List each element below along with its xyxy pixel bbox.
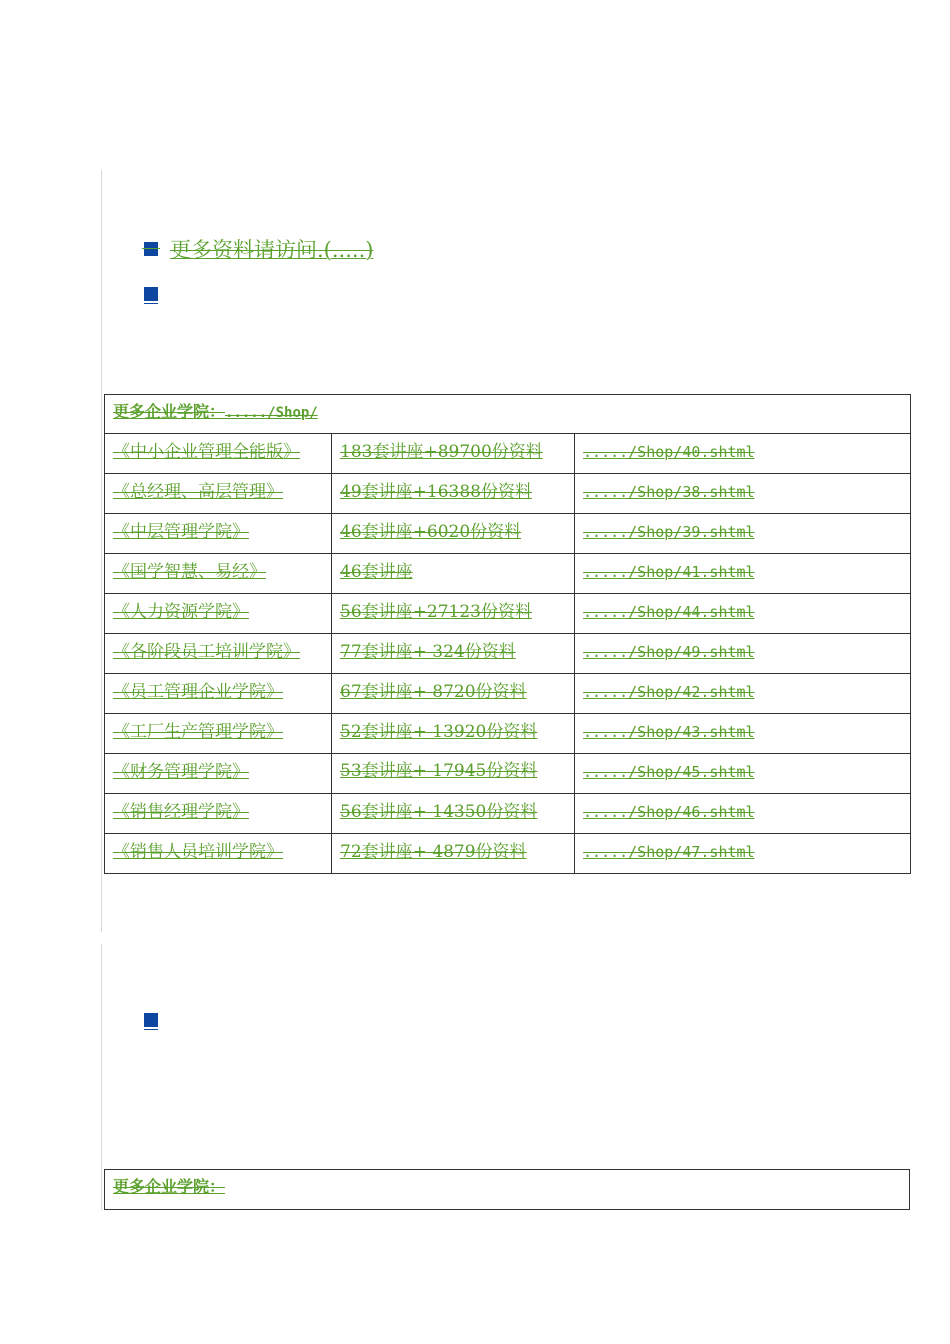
table-cell — [332, 754, 575, 794]
table-cell — [575, 794, 911, 834]
more-resources-link[interactable]: 更多资料请访问.(.....) — [170, 238, 374, 262]
course-url-link[interactable]: ...../Shop/41.shtml — [583, 563, 755, 581]
course-url-link[interactable]: ...../Shop/43.shtml — [583, 723, 755, 741]
table-cell — [105, 634, 332, 674]
course-desc-link[interactable]: 56套讲座+27123份资料 — [340, 602, 532, 622]
table-header-cell — [105, 1170, 910, 1210]
course-url-link[interactable]: ...../Shop/44.shtml — [583, 603, 755, 621]
course-name-link[interactable]: 《国学智慧、易经》 — [113, 562, 266, 582]
table-row — [105, 474, 911, 514]
course-url-link[interactable]: ...../Shop/49.shtml — [583, 643, 755, 661]
course-name-link[interactable]: 《财务管理学院》 — [113, 762, 249, 782]
course-name-link[interactable]: 《中层管理学院》 — [113, 522, 249, 542]
table-cell — [575, 434, 911, 474]
table-cell — [575, 594, 911, 634]
table-cell — [332, 434, 575, 474]
table-row — [105, 754, 911, 794]
table-cell — [575, 714, 911, 754]
course-name-link[interactable]: 《总经理、高层管理》 — [113, 482, 283, 502]
table-row — [105, 514, 911, 554]
course-url-link[interactable]: ...../Shop/38.shtml — [583, 483, 755, 501]
table-cell — [332, 714, 575, 754]
table-cell — [575, 554, 911, 594]
table-row — [105, 674, 911, 714]
course-url-link[interactable]: ...../Shop/47.shtml — [583, 843, 755, 861]
table-header-cell — [105, 395, 911, 434]
page-margin-line — [101, 170, 102, 932]
table-cell — [105, 754, 332, 794]
table-cell — [575, 754, 911, 794]
catalog-table-2 — [104, 1169, 910, 1210]
table-row — [105, 554, 911, 594]
table-cell — [332, 554, 575, 594]
table-cell — [332, 834, 575, 874]
course-desc-link[interactable]: 49套讲座+16388份资料 — [340, 482, 532, 502]
table-cell — [332, 794, 575, 834]
table-cell — [105, 474, 332, 514]
course-url-link[interactable]: ...../Shop/42.shtml — [583, 683, 755, 701]
course-name-link[interactable]: 《人力资源学院》 — [113, 602, 249, 622]
course-desc-link[interactable]: 183套讲座+89700份资料 — [340, 442, 543, 462]
table-cell — [105, 594, 332, 634]
course-name-link[interactable]: 《各阶段员工培训学院》 — [113, 642, 300, 662]
course-desc-link[interactable]: 46套讲座 — [340, 562, 413, 582]
course-url-link[interactable]: ...../Shop/46.shtml — [583, 803, 755, 821]
table-cell — [575, 634, 911, 674]
course-url-link[interactable]: ...../Shop/45.shtml — [583, 763, 755, 781]
course-desc-link[interactable]: 56套讲座+ 14350份资料 — [340, 802, 538, 822]
table-row — [105, 834, 911, 874]
course-desc-link[interactable]: 46套讲座+6020份资料 — [340, 522, 522, 542]
table-header-row — [105, 395, 911, 434]
page-margin-line — [101, 944, 102, 1210]
table-cell — [105, 554, 332, 594]
table-cell — [105, 834, 332, 874]
table-cell — [105, 674, 332, 714]
square-bullet-icon — [144, 242, 158, 256]
table-cell — [332, 514, 575, 554]
course-name-link[interactable]: 《中小企业管理全能版》 — [113, 442, 300, 462]
table-cell — [575, 834, 911, 874]
course-desc-link[interactable]: 77套讲座+ 324份资料 — [340, 642, 516, 662]
course-desc-link[interactable]: 67套讲座+ 8720份资料 — [340, 682, 527, 702]
table-row — [105, 594, 911, 634]
course-name-link[interactable]: 《销售人员培训学院》 — [113, 842, 283, 862]
square-bullet-icon — [144, 287, 158, 301]
table-cell — [332, 594, 575, 634]
table-cell — [332, 634, 575, 674]
header-label[interactable]: 更多企业学院： — [113, 1177, 226, 1196]
course-desc-link[interactable]: 72套讲座+ 4879份资料 — [340, 842, 527, 862]
table-row — [105, 714, 911, 754]
header-label[interactable]: 更多企业学院：...../Shop/ — [113, 402, 318, 421]
table-cell — [105, 794, 332, 834]
table-cell — [105, 434, 332, 474]
table-cell — [105, 514, 332, 554]
table-cell — [332, 674, 575, 714]
course-name-link[interactable]: 《销售经理学院》 — [113, 802, 249, 822]
table-row — [105, 794, 911, 834]
table-cell — [575, 674, 911, 714]
catalog-table — [104, 394, 911, 874]
table-cell — [332, 474, 575, 514]
table-row — [105, 634, 911, 674]
top-link-row — [144, 234, 373, 264]
course-url-link[interactable]: ...../Shop/40.shtml — [583, 443, 755, 461]
table-cell — [105, 714, 332, 754]
course-url-link[interactable]: ...../Shop/39.shtml — [583, 523, 755, 541]
bullet-row-empty — [144, 1013, 158, 1027]
course-desc-link[interactable]: 53套讲座+ 17945份资料 — [340, 761, 538, 781]
table-header-row — [105, 1170, 910, 1210]
course-desc-link[interactable]: 52套讲座+ 13920份资料 — [340, 722, 538, 742]
course-name-link[interactable]: 《工厂生产管理学院》 — [113, 722, 283, 742]
course-name-link[interactable]: 《员工管理企业学院》 — [113, 682, 283, 702]
square-bullet-icon — [144, 1013, 158, 1027]
table-row — [105, 434, 911, 474]
table-cell — [575, 514, 911, 554]
bullet-row-empty — [144, 287, 158, 301]
table-cell — [575, 474, 911, 514]
